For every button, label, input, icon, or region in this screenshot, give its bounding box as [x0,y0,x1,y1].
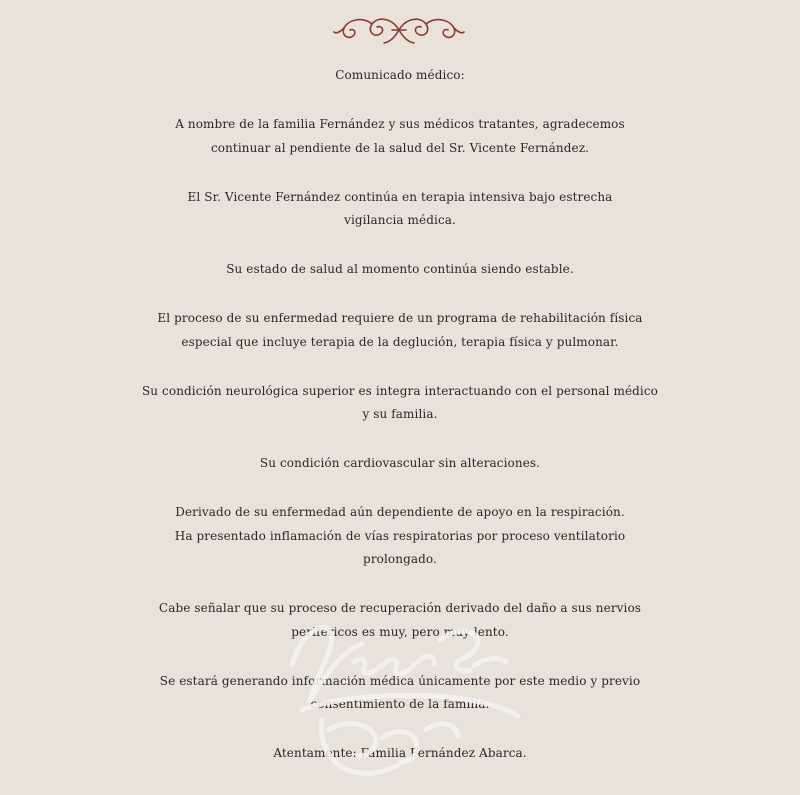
paragraph-line: y su familia. [362,407,438,421]
paragraph-line: El Sr. Vicente Fernández continúa en terapia intensiva bajo estrecha [187,189,613,204]
paragraph-8 [0,597,800,644]
paragraph-line: continuar al pendiente de la salud del Sr. Vicente Fernández. [210,140,590,155]
paragraph-5 [0,380,800,427]
paragraph-3 [0,258,800,282]
paragraph-9 [0,670,800,717]
paragraph-line: Su estado de salud al momento continúa siendo estable. [226,262,574,276]
paragraph-1 [0,113,800,160]
closing-signature-line: Atentamente: Familia Fernández Abarca. [273,746,527,760]
paragraph-line: El proceso de su enfermedad requiere de un programa de rehabilitación física [157,311,643,325]
paragraph-4 [0,307,800,354]
paragraph-line: consentimiento de la familia. [310,697,490,711]
paragraph-line: periféricos es muy, pero muy lento. [291,624,509,639]
paragraph-line: A nombre de la familia Fernández y sus médicos tratantes, agradecemos [175,117,625,131]
paragraph-6 [0,452,800,476]
paragraph-line: prolongado. [363,552,437,566]
paragraph-line: Su condición neurológica superior es integra interactuando con el personal médico [141,383,659,398]
paragraph-line: vigilancia médica. [344,213,456,227]
ornamental-flourish-icon [332,10,466,50]
communique-body [0,64,800,766]
communique-heading: Comunicado médico: [335,68,465,82]
paragraph-2 [0,186,800,233]
paragraph-line: Se estará generando información médica únicamente por este medio y previo [159,673,641,688]
paragraph-line: Su condición cardiovascular sin alteraciones. [259,456,541,470]
paragraph-line: Ha presentado inflamación de vías respiratorias por proceso ventilatorio [174,528,626,543]
paragraph-line: Cabe señalar que su proceso de recuperación derivado del daño a sus nervios [158,601,642,615]
paragraph-7 [0,501,800,572]
paragraph-line: Derivado de su enfermedad aún dependiente de apoyo en la respiración. [175,505,625,519]
paragraph-line: especial que incluye terapia de la deglución, terapia física y pulmonar. [181,334,619,349]
